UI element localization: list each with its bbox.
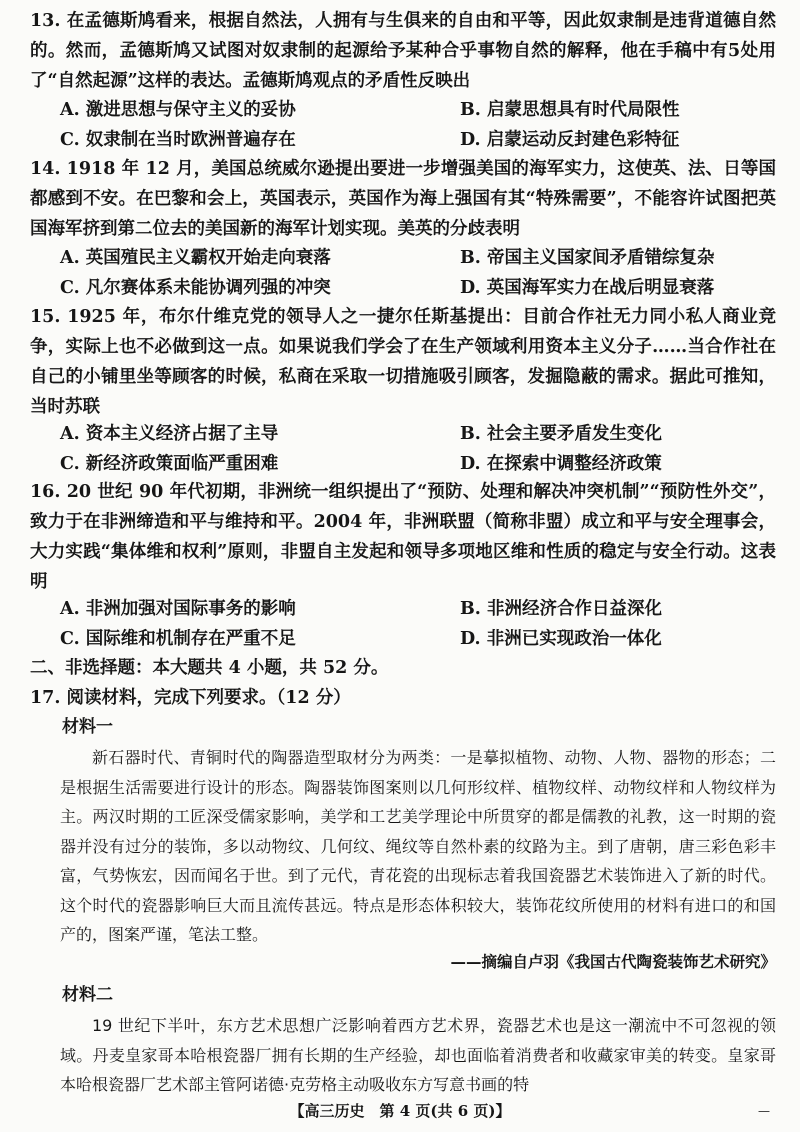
option-c: C. 新经济政策面临严重困难 [60, 454, 279, 474]
material-1-text: 新石器时代、青铜时代的陶器造型取材分为两类：一是摹拟植物、动物、人物、器物的形态；二是根据生活需要进行设计的形态。陶器装饰图案则以几何形纹样、植物纹样、动物纹样和人物纹样为主。两汉时期的工匠深受儒家影响，美学和工艺美学理论中所贯穿的都是儒教的礼教，这一时期的瓷器并没有过分的装饰，多以动物纹、几何纹、绳纹等自然朴素的纹路为主。到了唐朝，唐三彩色彩丰富，气势恢宏，因而闻名于世。到了元代，青花瓷的出现标志着我国瓷器艺术装饰进入了新的时代。这个时代的瓷器影响巨大而且流传甚远。特点是形态体积较大，装饰花纹所使用的材料有进口的和国产的，图案严谨，笔法工整。 [60, 748, 776, 944]
option-c: C. 奴隶制在当时欧洲普遍存在 [60, 130, 296, 150]
option-c: C. 国际维和机制存在严重不足 [60, 629, 296, 649]
question-16-options [30, 594, 776, 654]
option-a: A. 非洲加强对国际事务的影响 [60, 599, 296, 619]
option-d: D. 英国海军实力在战后明显衰落 [460, 278, 715, 298]
section-heading: 二、非选择题：本大题共 4 小题，共 52 分。 [30, 658, 389, 678]
material-1-source: ——摘编自卢羽《我国古代陶瓷装饰艺术研究》 [450, 953, 776, 971]
question-14-options [30, 243, 776, 303]
question-stem: 14. 1918 年 12 月，美国总统威尔逊提出要进一步增强美国的海军实力，这使英、法、日等国都感到不安。在巴黎和会上，英国表示，英国作为海上强国有其“特殊需要”，不能容许试图把英国海军挤到第二位去的美国新的海军计划实现。美英的分歧表明 [30, 159, 776, 239]
material-2 [30, 1011, 776, 1100]
question-stem: 15. 1925 年，布尔什维克党的领导人之一捷尔任斯基提出：目前合作社无力同小私人商业竞争，实际上也不必做到这一点。如果说我们学会了在生产领域利用资本主义分子……当合作社在自己的小铺里坐等顾客的时候，私商在采取一切措施吸引顾客，发掘隐蔽的需求。据此可推知，当时苏联 [30, 307, 776, 417]
option-a: A. 激进思想与保守主义的妥协 [60, 100, 296, 120]
option-b: B. 社会主要矛盾发生变化 [460, 424, 662, 444]
material-1 [30, 743, 776, 950]
page-footer: 【高三历史 第 4 页(共 6 页)】 [289, 1102, 511, 1120]
option-b: B. 帝国主义国家间矛盾错综复杂 [460, 248, 715, 268]
material-2-text: 19 世纪下半叶，东方艺术思想广泛影响着西方艺术界，瓷器艺术也是这一潮流中不可忽视的领域。丹麦皇家哥本哈根瓷器厂拥有长期的生产经验，却也面临着消费者和收藏家审美的转变。皇家哥本哈根瓷器厂艺术部主管阿诺德·克劳格主动吸收东方写意书画的特 [60, 1016, 776, 1094]
option-a: A. 英国殖民主义霸权开始走向衰落 [60, 248, 331, 268]
question-stem: 13. 在孟德斯鸠看来，根据自然法，人拥有与生俱来的自由和平等，因此奴隶制是违背道德自然的。然而，孟德斯鸠又试图对奴隶制的起源给予某种合乎事物自然的解释，他在手稿中有5处用了“自然起源”这样的表达。孟德斯鸠观点的矛盾性反映出 [30, 11, 776, 91]
option-b: B. 启蒙思想具有时代局限性 [460, 100, 680, 120]
question-15 [30, 302, 776, 422]
option-d: D. 在探索中调整经济政策 [460, 454, 662, 474]
material-2-title: 材料二 [62, 985, 113, 1005]
option-b: B. 非洲经济合作日益深化 [460, 599, 662, 619]
question-17-stem: 17. 阅读材料，完成下列要求。（12 分） [30, 688, 351, 708]
question-13 [30, 6, 776, 96]
option-c: C. 凡尔赛体系未能协调列强的冲突 [60, 278, 331, 298]
material-1-title: 材料一 [62, 717, 113, 737]
question-stem: 16. 20 世纪 90 年代初期，非洲统一组织提出了“预防、处理和解决冲突机制”“预防性外交”，致力于在非洲缔造和平与维持和平。2004 年，非洲联盟（简称非盟）成立和平与安全理事会，大力实践“集体维和权利”原则，非盟自主发起和领导多项地区维和性质的稳定与安全行动。这表明 [30, 482, 776, 592]
question-16 [30, 477, 776, 597]
question-13-options [30, 95, 776, 155]
option-d: D. 启蒙运动反封建色彩特征 [460, 130, 680, 150]
question-14 [30, 154, 776, 244]
option-d: D. 非洲已实现政治一体化 [460, 629, 662, 649]
corner-mark: — [758, 1104, 770, 1118]
option-a: A. 资本主义经济占据了主导 [60, 424, 279, 444]
question-15-options [30, 419, 776, 479]
